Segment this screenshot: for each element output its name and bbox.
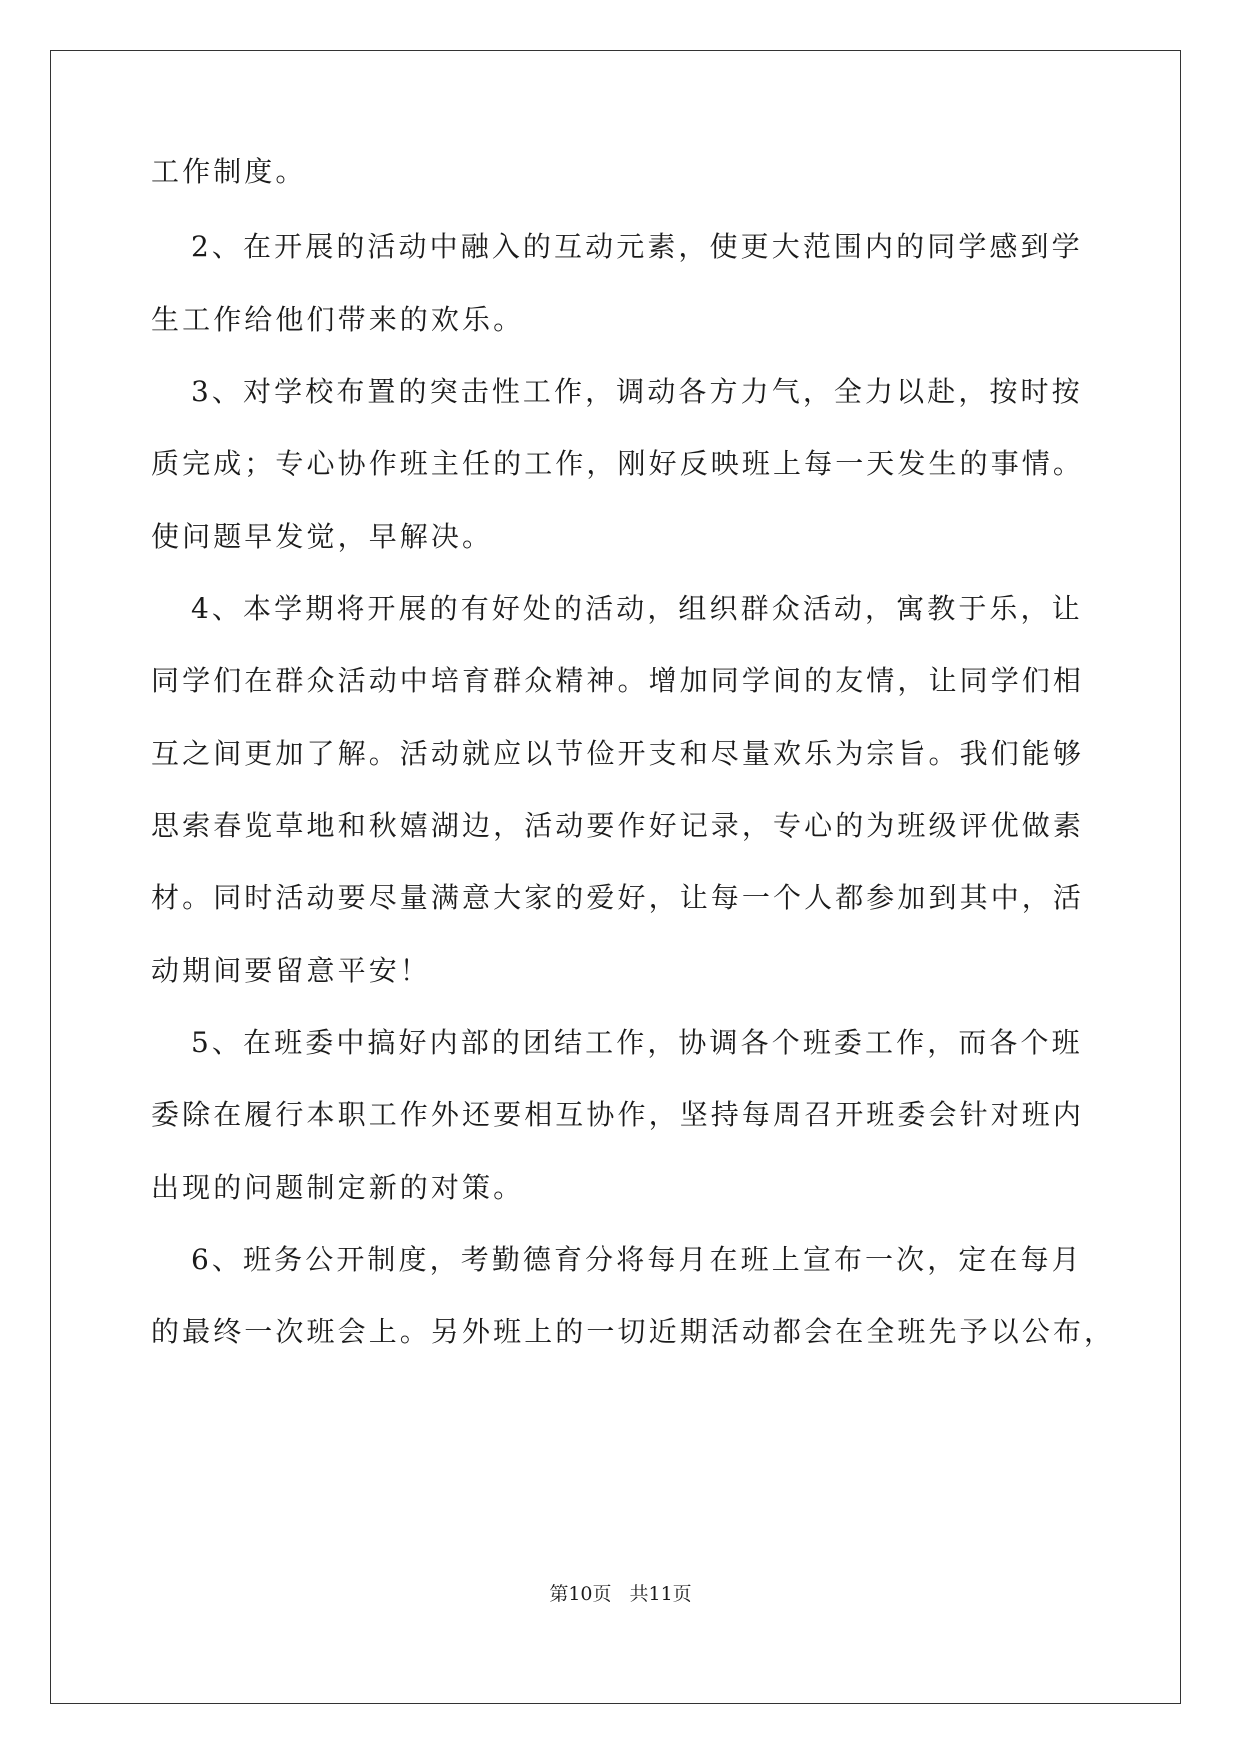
text-line: 6、班务公开制度，考勤德育分将每月在班上宣布一次，定在每月 [191, 1243, 1083, 1276]
text-line: 生工作给他们带来的欢乐。 [151, 303, 525, 336]
text-line: 的最终一次班会上。另外班上的一切近期活动都会在全班先予以公布， [151, 1315, 1116, 1348]
text-line: 2、在开展的活动中融入的互动元素，使更大范围内的同学感到学 [191, 230, 1083, 263]
text-line: 使问题早发觉，早解决。 [151, 520, 494, 553]
text-line: 出现的问题制定新的对策。 [151, 1171, 525, 1204]
text-line: 互之间更加了解。活动就应以节俭开支和尽量欢乐为宗旨。我们能够 [151, 737, 1085, 770]
text-line: 质完成；专心协作班主任的工作，刚好反映班上每一天发生的事情。 [151, 447, 1085, 480]
text-line: 思索春览草地和秋嬉湖边，活动要作好记录，专心的为班级评优做素 [151, 809, 1085, 842]
text-line: 动期间要留意平安！ [151, 954, 431, 987]
text-line: 5、在班委中搞好内部的团结工作，协调各个班委工作，而各个班 [191, 1026, 1083, 1059]
text-line: 同学们在群众活动中培育群众精神。增加同学间的友情，让同学们相 [151, 664, 1085, 697]
page-border [50, 50, 1181, 1704]
page-number-total: 共11页 [629, 1583, 692, 1605]
text-line: 委除在履行本职工作外还要相互协作，坚持每周召开班委会针对班内 [151, 1098, 1085, 1131]
page-footer [0, 1582, 1241, 1606]
text-line: 工作制度。 [151, 155, 307, 188]
text-line: 材。同时活动要尽量满意大家的爱好，让每一个人都参加到其中，活 [151, 881, 1085, 914]
text-line: 4、本学期将开展的有好处的活动，组织群众活动，寓教于乐，让 [191, 592, 1083, 625]
text-line: 3、对学校布置的突击性工作，调动各方力气，全力以赴，按时按 [191, 375, 1083, 408]
page-number-current: 第10页 [549, 1583, 612, 1605]
